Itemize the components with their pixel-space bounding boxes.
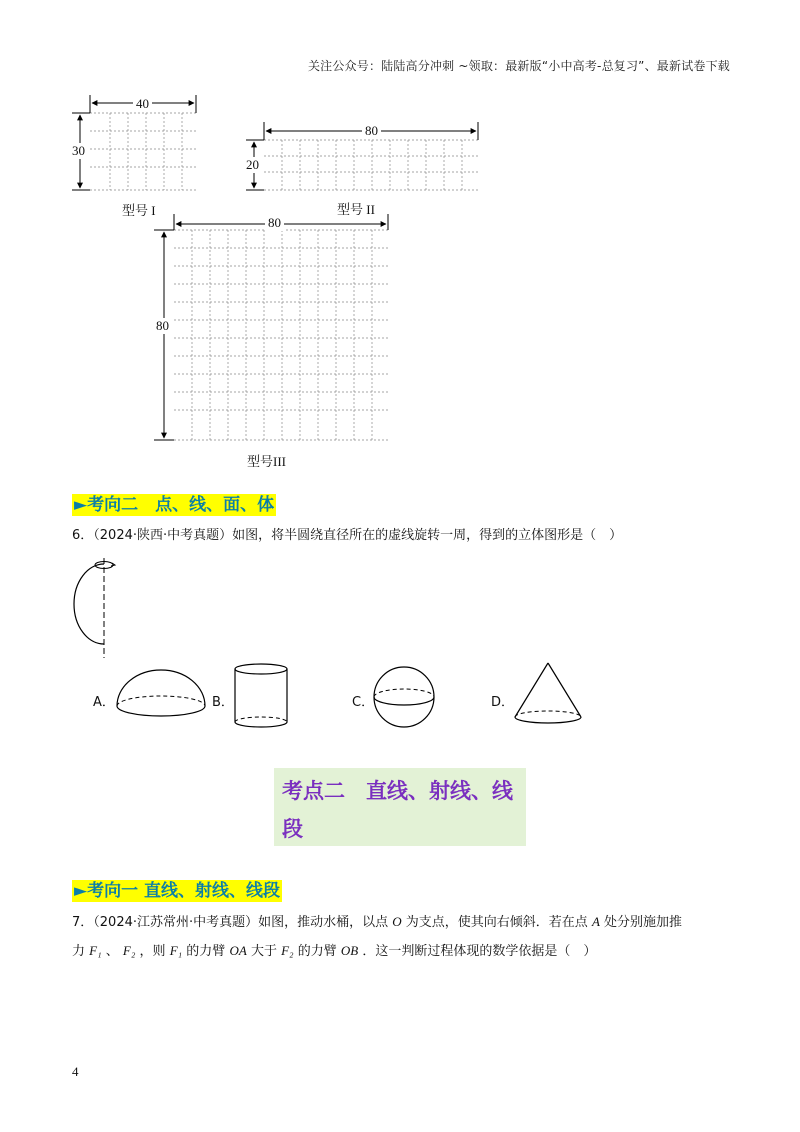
sphere-option: [372, 665, 436, 729]
page-header: 关注公众号：陆陆高分冲刺 ~领取：最新版“小中高考-总复习”、最新试卷下载: [307, 59, 730, 73]
type2-caption: 型号 II: [337, 202, 375, 217]
section-heading-line-ray-segment: ►考向一 直线、射线、线段: [74, 881, 280, 901]
type3-width-label: 80: [265, 215, 284, 231]
q7-f2-again: F₂: [281, 943, 294, 958]
q7-text-part: 7．（2024·江苏常州·中考真题）如图，推动水桶，以点: [72, 915, 389, 930]
cylinder-option: [232, 662, 292, 732]
q7-var-o: O: [392, 914, 402, 929]
type1-height-label: 30: [72, 143, 85, 158]
option-b-label: B．: [212, 695, 234, 710]
q7-f2: F₂: [122, 943, 136, 958]
option-d-label: D．: [491, 695, 515, 710]
type2-width-label: 80: [362, 123, 381, 139]
q7-text-part: 力: [72, 944, 86, 959]
q7-text-part: ．这一判断过程体现的数学依据是（ ）: [362, 944, 597, 959]
type3-height-label: 80: [156, 318, 169, 333]
q7-text-part: 大于: [250, 944, 277, 959]
topic-banner: [274, 768, 526, 846]
page-number: 4: [72, 1064, 79, 1079]
q7-ob: OB: [340, 943, 359, 958]
option-a-label: A．: [93, 695, 115, 710]
q7-text-part: 的力臂: [297, 944, 337, 959]
type1-caption: 型号 I: [122, 203, 156, 218]
question-7-line-2: [72, 937, 732, 966]
q7-text-part: 为支点，使其向右倾斜．若在点: [405, 915, 588, 930]
hemisphere-option: [115, 668, 207, 724]
type3-caption: 型号III: [247, 454, 286, 469]
type1-width-label: 40: [133, 96, 152, 112]
question-7-line-1: [72, 908, 732, 937]
q7-text-part: 处分别施加推: [604, 915, 683, 930]
q7-var-a: A: [591, 914, 600, 929]
q7-oa: OA: [229, 943, 247, 958]
question-6-text: 6．（2024·陕西·中考真题）如图，将半圆绕直径所在的虚线旋转一周，得到的立体图形是（ ）: [72, 528, 623, 543]
semicircle-rotation-figure: [68, 556, 128, 660]
q7-f1: F₁: [89, 943, 102, 958]
figure-type-3: [152, 214, 392, 446]
topic-line-1: 考点二 直线、射线、线: [282, 779, 513, 803]
section-heading-point-line: ►考向二 点、线、面、体: [74, 495, 275, 515]
q7-text-part: 、: [105, 944, 119, 959]
q7-text-part: 的力臂: [186, 944, 226, 959]
topic-line-2: 段: [282, 817, 303, 841]
cone-option: [512, 661, 584, 727]
q7-text-part: ，则: [139, 944, 166, 959]
type2-height-label: 20: [246, 157, 259, 172]
q7-f1-again: F₁: [169, 943, 183, 958]
option-c-label: C．: [352, 695, 375, 710]
